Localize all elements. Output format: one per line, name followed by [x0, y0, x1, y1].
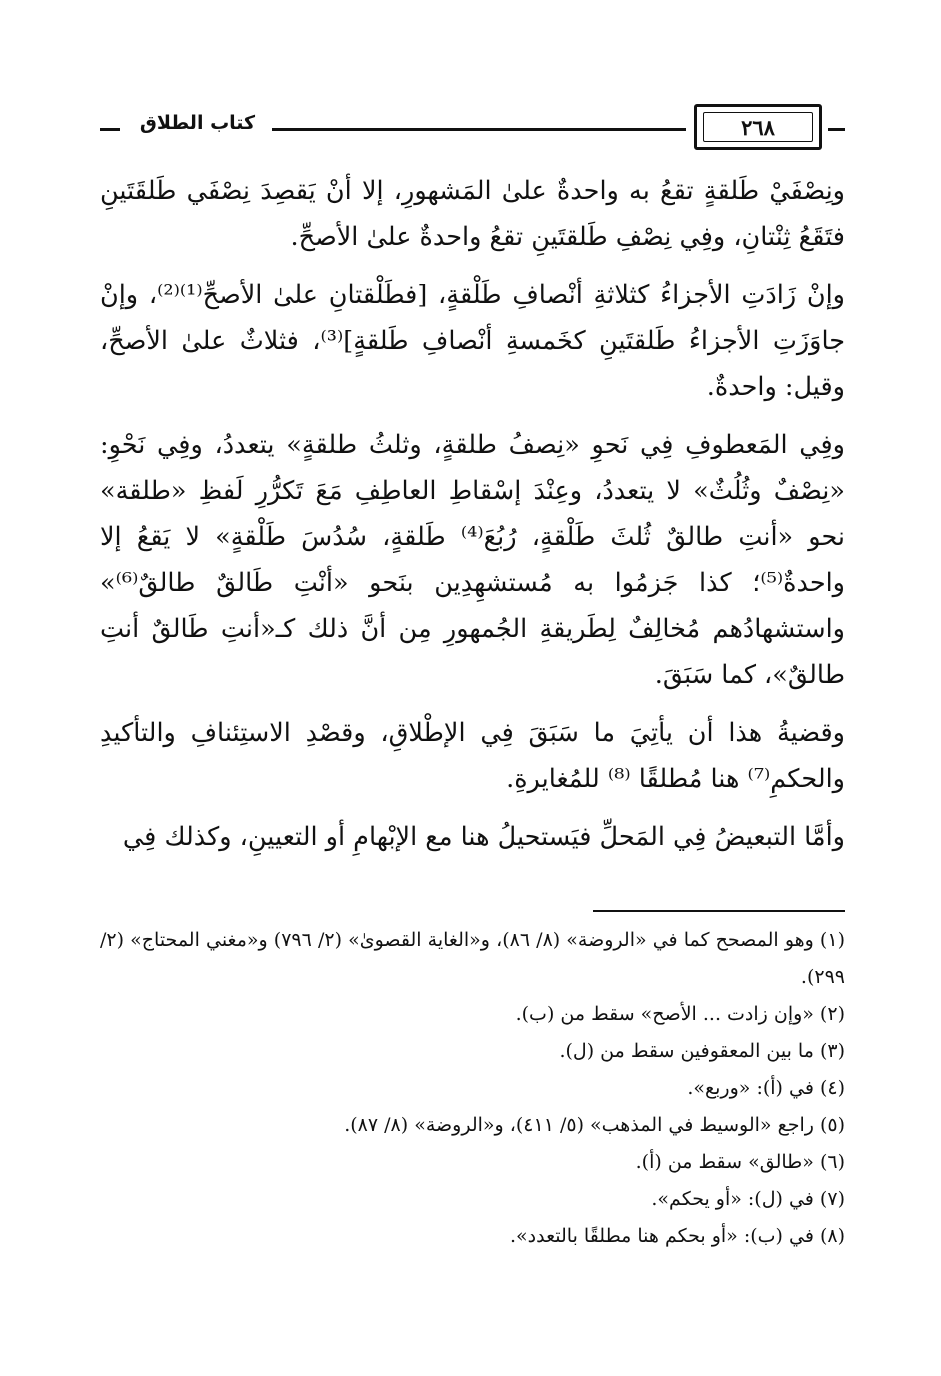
footnote: (١) وهو المصحح كما في «الروضة» (٨/ ٨٦)، و«الغاية القصوىٰ» (٢/ ٧٩٦) و«مغني المحتاج» (٢/ ٢٩٩).	[100, 929, 845, 988]
paragraph: وفِي المَعطوفِ فِي نَحوِ «نِصفُ طلقةٍ، وثلثُ طلقةٍ» يتعددُ، وفِي نَحْوِ: «نِصْفٌ وثُلُثٌ» لا يتعددُ، وعِنْدَ إسْقاطِ العاطِفِ مَعَ تَكرُّرِ لَفظِ «طلقة» نحو «أنتِ طالقٌ ثُلثَ طَلْقةٍ، رُبُعَ⁽⁴⁾ طَلقةٍ، سُدُسَ طَلْقةٍ» لا يَقعُ إلا واحدةٌ⁽⁵⁾؛ كذا جَزمُوا به مُستشهِدِين بنَحو «أنْتِ طَالقٌ طالقٌ⁽⁶⁾» واستشهادُهم مُخالِفٌ لِطَريقةِ الجُمهورِ مِن أنَّ ذلك كـ«أنتِ طَالقٌ أنتِ طالقٌ»، كما سَبَقَ.	[100, 430, 846, 690]
running-title: كتاب الطلاق	[139, 112, 256, 134]
page-number-frame	[694, 104, 822, 150]
footnote: (٤) في (أ): «وربع».	[687, 1077, 845, 1099]
footnote: (٧) في (ل): «أو يحكم».	[651, 1188, 845, 1210]
footnote: (٢) «وإن زادت ... الأصح» سقط من (ب).	[515, 1003, 845, 1025]
header-rule-right-short	[828, 128, 845, 131]
footnote: (٦) «طالق» سقط من (أ).	[635, 1151, 845, 1173]
paragraph: وقضيةُ هذا أن يأتِيَ ما سَبَقَ فِي الإطْلاقِ، وقصْدِ الاستِئنافِ والتأكيدِ والحكمِ⁽⁷⁾ هنا مُطلقًا ⁽⁸⁾ للمُغايرةِ.	[100, 718, 845, 794]
page-number: ٢٦٨	[741, 115, 775, 140]
paragraph: وأمَّا التبعيضُ فِي المَحلِّ فيَستحيلُ هنا مع الإبْهامِ أو التعيينِ، وكذلك فِي	[122, 822, 845, 852]
main-text	[100, 168, 845, 872]
footnote-separator	[593, 910, 845, 912]
header-rule-left-short	[100, 128, 120, 131]
paragraph: ونِصْفَيْ طَلقةٍ تقعُ به واحدةٌ علىٰ المَشهورِ، إلا أنْ يَقصِدَ نِصْفَي طَلقَتَينِ فتَقَعُ ثِنْتانِ، وفِي نِصْفِ طَلقتَينِ تقعُ واحدةٌ علىٰ الأصحِّ.	[100, 176, 845, 252]
paragraph: وإنْ زَادَتِ الأجزاءُ كثلاثةِ أنْصافِ طَلْقةٍ، [فطَلْقتانِ علىٰ الأصحِّ⁽¹⁾⁽²⁾، وإنْ جاوَزَتِ الأجزاءُ طَلقتَينِ كخَمسةِ أنْصافِ طَلقةٍ]⁽³⁾، فثلاثٌ علىٰ الأصحِّ، وقيل: واحدةٌ.	[100, 280, 845, 402]
footnote: (٣) ما بين المعقوفين سقط من (ل).	[559, 1040, 845, 1062]
footnote: (٨) في (ب): «أو بحكم هنا مطلقًا بالتعدد».	[510, 1225, 845, 1247]
page-header	[100, 104, 845, 154]
header-rule-long	[272, 128, 686, 131]
footnote: (٥) راجع «الوسيط في المذهب» (٥/ ٤١١)، و«الروضة» (٨/ ٨٧).	[344, 1114, 845, 1136]
footnotes	[100, 922, 845, 1255]
